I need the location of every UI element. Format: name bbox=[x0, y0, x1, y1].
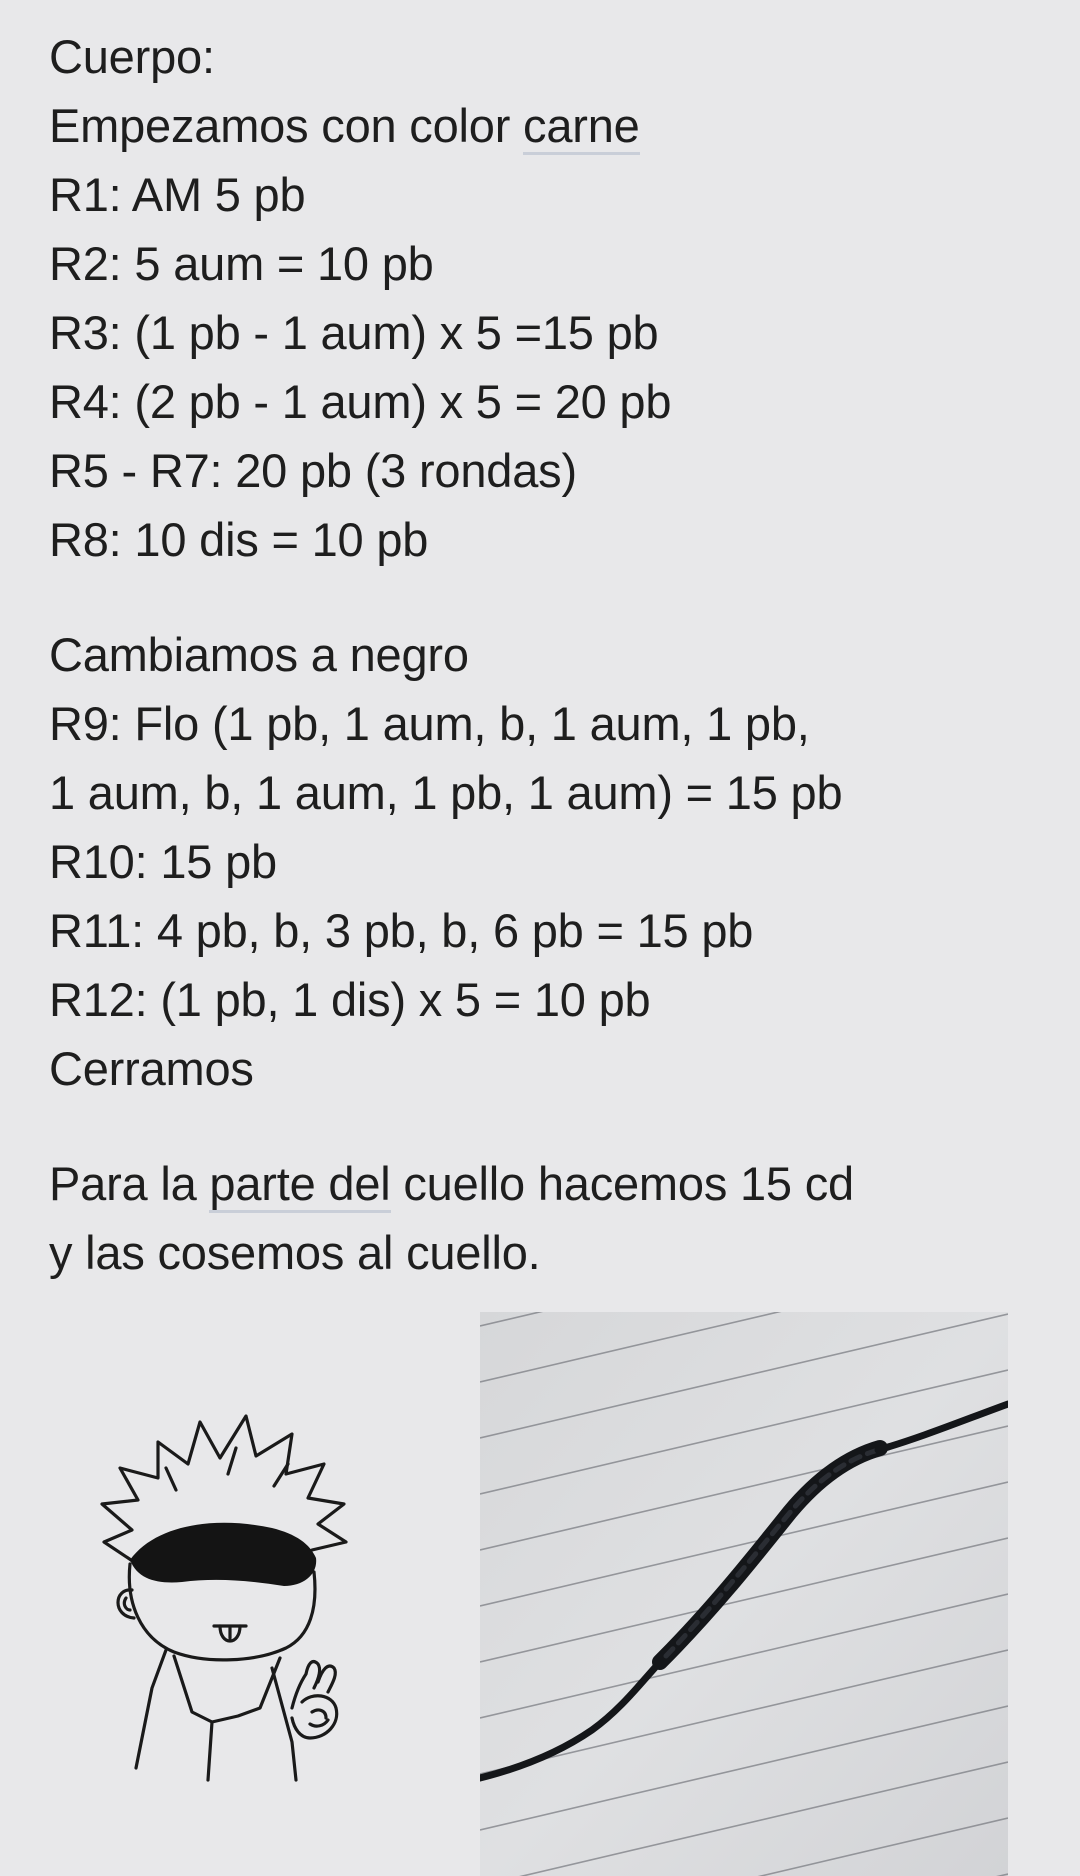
paragraph-gap bbox=[49, 574, 1049, 620]
underlined-word: parte del bbox=[209, 1157, 390, 1213]
text-line-l10 bbox=[49, 689, 1049, 758]
text-line-l5 bbox=[49, 298, 1049, 367]
text-line-l11 bbox=[49, 758, 1049, 827]
text-segment: R11: 4 pb, b, 3 pb, b, 6 pb = 15 pb bbox=[49, 904, 754, 957]
text-segment: R8: 10 dis = 10 pb bbox=[49, 513, 429, 566]
text-line-l4 bbox=[49, 229, 1049, 298]
text-segment: y las cosemos al cuello. bbox=[49, 1226, 541, 1279]
text-line-l2 bbox=[49, 91, 1049, 160]
text-line-l15 bbox=[49, 1034, 1049, 1103]
instructions-text bbox=[49, 22, 1049, 1287]
text-segment: Cerramos bbox=[49, 1042, 254, 1095]
text-line-l14 bbox=[49, 965, 1049, 1034]
text-line-l3 bbox=[49, 160, 1049, 229]
text-segment: R4: (2 pb - 1 aum) x 5 = 20 pb bbox=[49, 375, 672, 428]
text-segment: R2: 5 aum = 10 pb bbox=[49, 237, 434, 290]
text-segment: R9: Flo (1 pb, 1 aum, b, 1 aum, 1 pb, bbox=[49, 697, 810, 750]
text-line-l6 bbox=[49, 367, 1049, 436]
text-segment: R12: (1 pb, 1 dis) x 5 = 10 pb bbox=[49, 973, 651, 1026]
text-line-l16 bbox=[49, 1149, 1049, 1218]
text-line-l17 bbox=[49, 1218, 1049, 1287]
text-segment: cuello hacemos 15 cd bbox=[390, 1157, 854, 1210]
text-line-l12 bbox=[49, 827, 1049, 896]
text-segment: R3: (1 pb - 1 aum) x 5 =15 pb bbox=[49, 306, 659, 359]
text-segment: Cambiamos a negro bbox=[49, 628, 469, 681]
crochet-chain-photo bbox=[480, 1312, 1008, 1876]
text-line-l1 bbox=[49, 22, 1049, 91]
text-segment: R10: 15 pb bbox=[49, 835, 277, 888]
text-line-l8 bbox=[49, 505, 1049, 574]
paragraph-gap bbox=[49, 1103, 1049, 1149]
text-segment: R5 - R7: 20 pb (3 rondas) bbox=[49, 444, 577, 497]
text-line-l7 bbox=[49, 436, 1049, 505]
text-line-l13 bbox=[49, 896, 1049, 965]
text-segment: Para la bbox=[49, 1157, 210, 1210]
text-line-l9 bbox=[49, 620, 1049, 689]
character-drawing-icon bbox=[96, 1412, 386, 1782]
text-segment: 1 aum, b, 1 aum, 1 pb, 1 aum) = 15 pb bbox=[49, 766, 843, 819]
text-segment: R1: AM 5 pb bbox=[49, 168, 306, 221]
text-segment: Empezamos con color bbox=[49, 99, 524, 152]
text-segment: Cuerpo: bbox=[49, 30, 215, 83]
underlined-word: carne bbox=[523, 99, 640, 155]
